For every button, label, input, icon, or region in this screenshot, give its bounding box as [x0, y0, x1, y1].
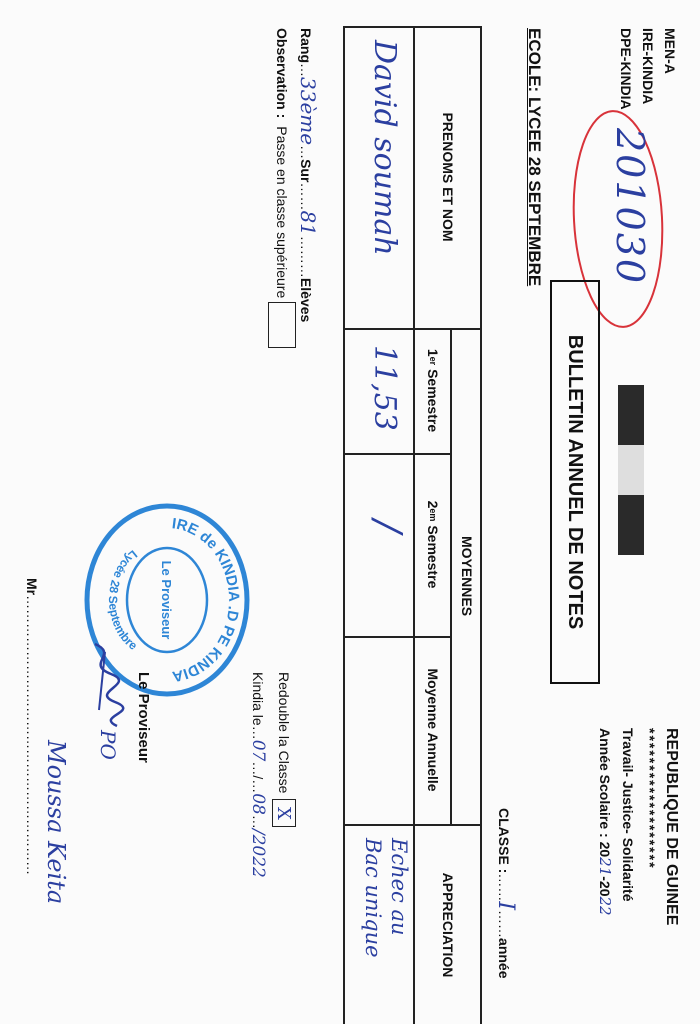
class-value: I	[493, 901, 518, 911]
motto: Travail- Justice- Solidarité	[620, 728, 636, 902]
header-semester-2: 2 em Semestre	[425, 500, 442, 589]
header-stars: *******************	[642, 728, 658, 870]
school-year-sep: -20	[597, 876, 613, 897]
date-day: 07	[248, 739, 268, 762]
student-name: David soumah	[367, 40, 402, 256]
observation-row	[268, 28, 296, 348]
signature-scrawl	[80, 640, 125, 730]
appreciation-line-1: Echec au	[387, 838, 411, 936]
class-label: CLASSE :	[496, 808, 512, 874]
header-averages: MOYENNES	[459, 535, 475, 617]
header-appreciation: APPRECIATION	[440, 872, 457, 978]
repeat-row	[272, 672, 296, 827]
school-name: ECOLE: LYCEE 28 SEPTEMBRE	[525, 28, 544, 287]
pass-checkbox[interactable]	[268, 302, 296, 348]
total-students: 81	[296, 210, 320, 236]
mr-field: Mr……………………………………………………	[24, 578, 40, 876]
date-field: Kindia le…07…/…08…/2022	[248, 672, 268, 878]
rank-field: Rang…33ème…Sur……81………Elèves	[296, 28, 320, 323]
stamp-bottom-text: Lycée 28 Septembre	[105, 547, 140, 653]
pass-label: Passe en classe supérieure	[274, 126, 290, 299]
appreciation-line-2: Bac unique	[361, 838, 385, 958]
scan-mark-dark-2	[618, 495, 644, 555]
school-year-label: Année Scolaire : 20	[597, 728, 613, 858]
scan-mark-light	[618, 445, 644, 495]
stamp-inner-text: Le Proviseur	[159, 560, 174, 640]
signatory-title: Le Proviseur	[135, 672, 152, 763]
ministry-line-1: MEN-A	[662, 28, 678, 74]
rank-label: Rang	[298, 28, 314, 63]
school-year	[596, 728, 614, 916]
sur-label: Sur	[298, 159, 314, 183]
signer-name: Moussa Keita	[42, 740, 70, 905]
header-annual: Moyenne Annuelle	[425, 668, 442, 792]
date-month: 08	[248, 793, 268, 815]
place-label: Kindia le	[250, 672, 266, 726]
semester-1-average: 11,53	[367, 345, 402, 431]
school-year-end: 22	[596, 896, 614, 916]
svg-text:Lycée 28 Septembre	[106, 547, 140, 653]
id-number: 201030	[608, 128, 652, 286]
header-semester-1: 1 er Semestre	[425, 348, 442, 433]
document-title: BULLETIN ANNUEL DE NOTES	[550, 280, 600, 684]
signature-note: PO	[96, 730, 120, 760]
repeat-label: Redouble la Classe	[276, 672, 292, 794]
repeat-checkbox[interactable]: X	[272, 799, 296, 827]
semester-2-average: /	[366, 520, 410, 533]
ministry-line-2: IRE-KINDIA	[640, 28, 656, 105]
ministry-line-3: DPE-KINDIA	[618, 28, 634, 110]
header-names: PRENOMS ET NOM	[440, 112, 457, 242]
school-year-start: 21	[596, 857, 614, 877]
rank-value: 33ème	[296, 77, 320, 146]
class-suffix: année	[496, 938, 512, 979]
date-year: /2022	[248, 828, 268, 878]
appreciation-value	[360, 838, 412, 958]
stamp-outer-text: IRE de KINDIA .D PE KINDIA	[170, 515, 243, 685]
mr-label: Mr	[24, 578, 40, 596]
republic-title: REPUBLIQUE DE GUINEE	[663, 728, 680, 926]
scan-mark-dark-1	[618, 385, 644, 445]
class-field: CLASSE :……I……année	[493, 808, 518, 979]
students-label: Elèves	[298, 277, 314, 323]
observation-label: Observation :	[274, 28, 290, 119]
